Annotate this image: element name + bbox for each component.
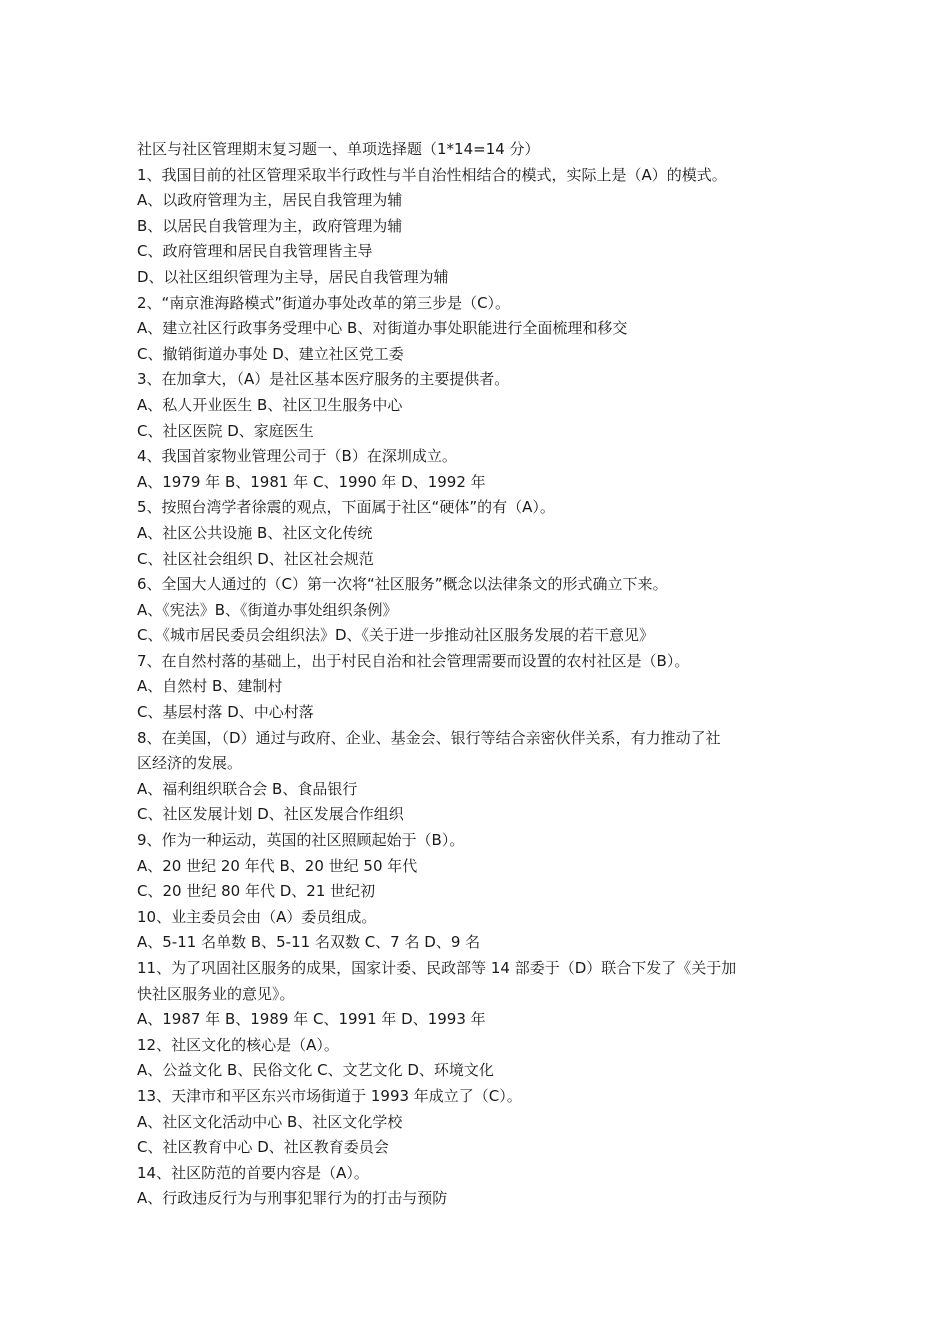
document-title: 社区与社区管理期末复习题一、单项选择题（1*14=14 分） xyxy=(137,140,540,158)
text-line: 9、作为一种运动，英国的社区照顾起始于（B）。 xyxy=(137,831,465,850)
text-line: 快社区服务业的意见》。 xyxy=(137,984,295,1003)
text-line: 5、按照台湾学者徐震的观点，下面属于社区“硬体”的有（A）。 xyxy=(137,498,555,517)
text-line: 1、我国目前的社区管理采取半行政性与半自治性相结合的模式，实际上是（A）的模式。 xyxy=(137,165,727,184)
document-body xyxy=(137,137,817,1212)
text-line: A、1979 年 B、1981 年 C、1990 年 D、1992 年 xyxy=(137,472,486,491)
text-line: 3、在加拿大，（A）是社区基本医疗服务的主要提供者。 xyxy=(137,370,510,389)
text-line: 8、在美国，（D）通过与政府、企业、基金会、银行等结合亲密伙伴关系，有力推动了社 xyxy=(137,728,721,747)
text-line: A、福利组织联合会 B、食品银行 xyxy=(137,779,358,798)
text-line: A、1987 年 B、1989 年 C、1991 年 D、1993 年 xyxy=(137,1010,486,1029)
text-line: C、社区发展计划 D、社区发展合作组织 xyxy=(137,805,404,824)
text-line: 7、在自然村落的基础上，出于村民自治和社会管理需要而设置的农村社区是（B）。 xyxy=(137,651,690,670)
text-line: B、以居民自我管理为主，政府管理为辅 xyxy=(137,216,403,235)
text-line: 10、业主委员会由（A）委员组成。 xyxy=(137,907,377,926)
text-line: 13、天津市和平区东兴市场街道于 1993 年成立了（C）。 xyxy=(137,1086,522,1105)
text-line: A、私人开业医生 B、社区卫生服务中心 xyxy=(137,395,403,414)
text-line: 12、社区文化的核心是（A）。 xyxy=(137,1035,339,1054)
text-line: A、行政违反行为与刑事犯罪行为的打击与预防 xyxy=(137,1189,448,1208)
text-line: 14、社区防范的首要内容是（A）。 xyxy=(137,1163,369,1182)
text-line: C、20 世纪 80 年代 D、21 世纪初 xyxy=(137,882,376,901)
text-line: C、社区社会组织 D、社区社会规范 xyxy=(137,549,374,568)
text-line: A、社区文化活动中心 B、社区文化学校 xyxy=(137,1112,403,1131)
text-line: A、以政府管理为主，居民自我管理为辅 xyxy=(137,191,403,210)
text-line: A、社区公共设施 B、社区文化传统 xyxy=(137,523,373,542)
text-line: 6、全国大人通过的（C）第一次将“社区服务”概念以法律条文的形式确立下来。 xyxy=(137,575,668,594)
text-line: C、社区教育中心 D、社区教育委员会 xyxy=(137,1138,389,1157)
text-line: 2、“南京淮海路模式”街道办事处改革的第三步是（C）。 xyxy=(137,293,511,312)
text-line: C、撤销街道办事处 D、建立社区党工委 xyxy=(137,344,404,363)
text-line: D、以社区组织管理为主导，居民自我管理为辅 xyxy=(137,267,449,286)
text-line: 区经济的发展。 xyxy=(137,754,243,773)
text-line: 11、为了巩固社区服务的成果，国家计委、民政部等 14 部委于（D）联合下发了《关于加 xyxy=(137,959,737,977)
text-line: C、《城市居民委员会组织法》D、《关于进一步推动社区服务发展的若干意见》 xyxy=(137,626,655,645)
text-line: A、公益文化 B、民俗文化 C、文艺文化 D、环境文化 xyxy=(137,1061,494,1080)
text-line: C、基层村落 D、中心村落 xyxy=(137,703,314,722)
text-line: C、政府管理和居民自我管理皆主导 xyxy=(137,242,373,261)
text-line: A、《宪法》B、《街道办事处组织条例》 xyxy=(137,600,398,619)
text-line: C、社区医院 D、家庭医生 xyxy=(137,421,314,440)
text-line: 4、我国首家物业管理公司于（B）在深圳成立。 xyxy=(137,447,457,466)
text-line: A、建立社区行政事务受理中心 B、对街道办事处职能进行全面梳理和移交 xyxy=(137,319,628,338)
text-line: A、20 世纪 20 年代 B、20 世纪 50 年代 xyxy=(137,856,418,875)
text-line: A、5-11 名单数 B、5-11 名双数 C、7 名 D、9 名 xyxy=(137,933,481,952)
text-line: A、自然村 B、建制村 xyxy=(137,677,283,696)
